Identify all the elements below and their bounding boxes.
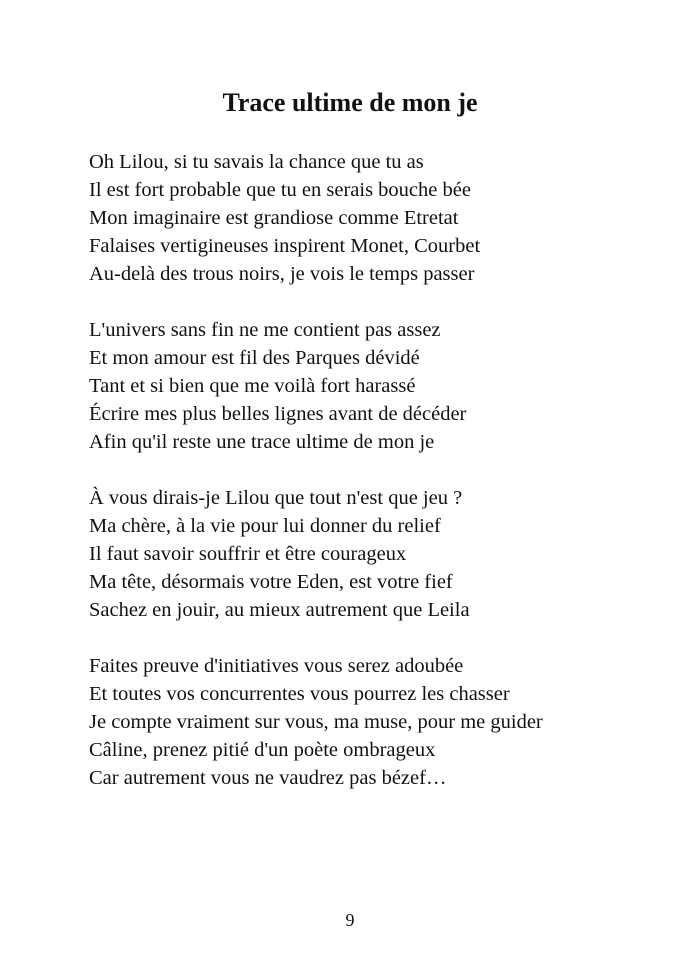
poem-line: Mon imaginaire est grandiose comme Etretat — [89, 207, 459, 229]
poem-line: Au-delà des trous noirs, je vois le temps passer — [89, 263, 475, 285]
poem-line: Et toutes vos concurrentes vous pourrez les chasser — [89, 683, 510, 705]
poem-line: Ma tête, désormais votre Eden, est votre fief — [89, 571, 453, 593]
poem-line: Câline, prenez pitié d'un poète ombrageux — [89, 739, 436, 761]
poem-line: Il est fort probable que tu en serais bouche bée — [89, 179, 471, 201]
poem-line: Je compte vraiment sur vous, ma muse, pour me guider — [89, 711, 543, 733]
stanza-4 — [89, 652, 669, 792]
poem-line: Écrire mes plus belles lignes avant de décéder — [89, 403, 467, 425]
stanza-2 — [89, 316, 669, 456]
page-number: 9 — [345, 910, 355, 930]
poem-line: Sachez en jouir, au mieux autrement que Leila — [89, 599, 470, 621]
poem-line: Il faut savoir souffrir et être courageux — [89, 543, 407, 565]
poem-line: Tant et si bien que me voilà fort harassé — [89, 375, 416, 397]
poem-body — [89, 148, 669, 820]
poem-line: Ma chère, à la vie pour lui donner du relief — [89, 515, 441, 537]
stanza-1 — [89, 148, 669, 288]
poem-line: Oh Lilou, si tu savais la chance que tu as — [89, 151, 424, 173]
poem-line: Faites preuve d'initiatives vous serez adoubée — [89, 655, 464, 677]
poem-line: À vous dirais-je Lilou que tout n'est que jeu ? — [89, 487, 463, 509]
poem-line: Falaises vertigineuses inspirent Monet, Courbet — [89, 235, 481, 257]
poem-line: L'univers sans fin ne me contient pas assez — [89, 319, 441, 341]
stanza-3 — [89, 484, 669, 624]
poem-title: Trace ultime de mon je — [222, 88, 478, 117]
poem-line: Car autrement vous ne vaudrez pas bézef… — [89, 767, 447, 789]
poem-line: Et mon amour est fil des Parques dévidé — [89, 347, 420, 369]
poem-line: Afin qu'il reste une trace ultime de mon je — [89, 431, 435, 453]
